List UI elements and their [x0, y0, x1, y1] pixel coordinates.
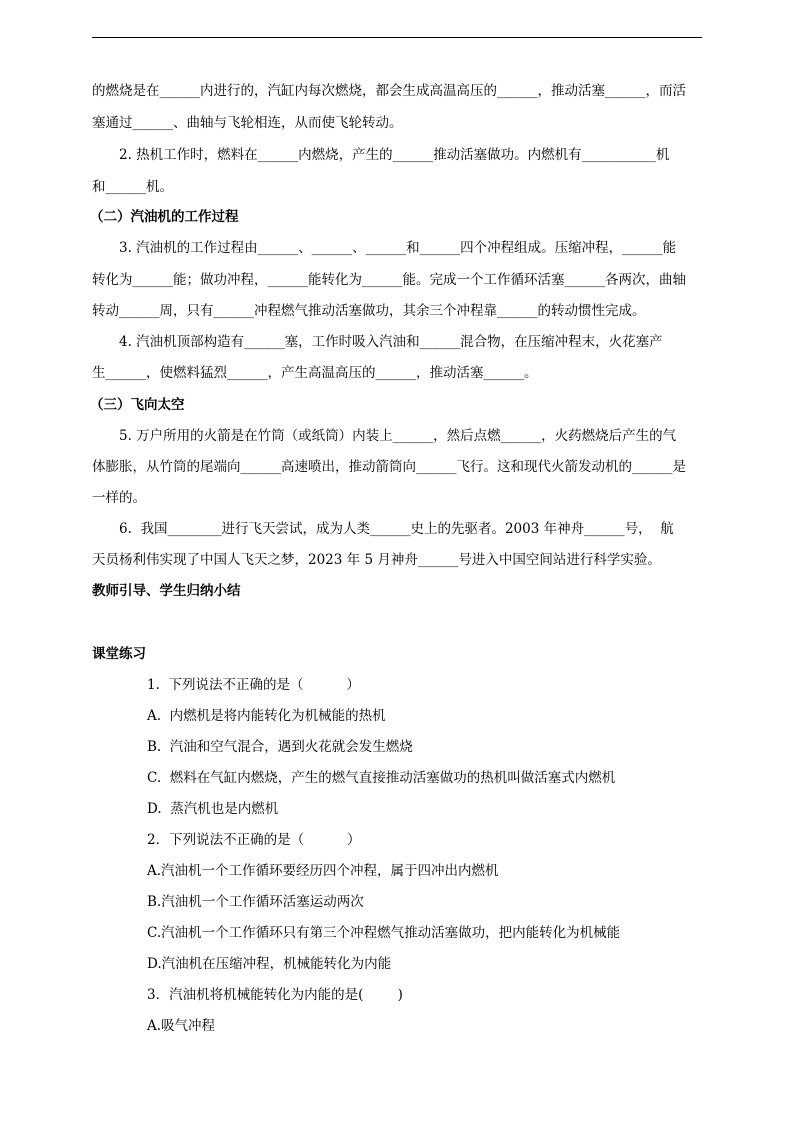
paragraph-line: 一样的。 — [92, 490, 146, 506]
question-6: 6. 我国________进行飞天尝试，成为人类______史上的先驱者。2003 年神舟______号， 航 — [119, 521, 674, 537]
option-c: C.汽油机一个工作循环只有第三个冲程燃气推动活塞做功，把内能转化为机械能 — [147, 925, 621, 941]
paragraph-line: 天员杨利伟实现了中国人飞天之梦，2023 年 5 月神舟______号进入中国空间站进行科学实验。 — [92, 552, 661, 568]
paragraph-line: 体膨胀，从竹筒的尾端向______高速喷出，推动箭筒向______飞行。这和现代火箭发动机的______是 — [92, 459, 686, 475]
practice-heading: 课堂练习 — [92, 646, 146, 662]
exercise-1: 1. 下列说法不正确的是（ ） — [147, 677, 360, 693]
option-a: A.吸气冲程 — [147, 1018, 216, 1034]
option-b: B.汽油机一个工作循环活塞运动两次 — [147, 894, 364, 910]
option-c: C. 燃料在气缸内燃烧，产生的燃气直接推动活塞做功的热机叫做活塞式内燃机 — [147, 770, 616, 786]
question-3: 3. 汽油机的工作过程由______、______、______和______四个冲程组成。压缩冲程，______能 — [119, 240, 677, 256]
exercise-3: 3．汽油机将机械能转化为内能的是( ) — [147, 987, 403, 1003]
section-heading-3: （三）飞向太空 — [90, 397, 185, 413]
option-d: D.汽油机在压缩冲程，机械能转化为内能 — [147, 956, 392, 972]
paragraph-line: 的燃烧是在______内进行的，汽缸内每次燃烧，都会生成高温高压的______，推动活塞______，而活 — [92, 83, 686, 99]
question-2: 2. 热机工作时，燃料在______内燃烧，产生的______推动活塞做功。内燃机有___________机 — [119, 147, 670, 163]
paragraph-line: 塞通过______、曲轴与飞轮相连，从而使飞轮转动。 — [92, 115, 403, 131]
option-a: A.汽油机一个工作循环要经历四个冲程，属于四冲出内燃机 — [147, 863, 499, 879]
question-4: 4. 汽油机顶部构造有______塞，工作时吸入汽油和______混合物，在压缩冲程末，火花塞产 — [119, 334, 663, 350]
summary-heading: 教师引导、学生归纳小结 — [92, 583, 241, 599]
header-rule — [92, 37, 702, 38]
paragraph-line: 生______，使燃料猛烈______，产生高温高压的______，推动活塞______。 — [92, 365, 538, 381]
option-b: B. 汽油和空气混合，遇到火花就会发生燃烧 — [147, 739, 413, 755]
paragraph-line: 转动______周，只有______冲程燃气推动活塞做功，其余三个冲程靠______的转动惯性完成。 — [92, 303, 646, 319]
section-heading-2: （二）汽油机的工作过程 — [90, 209, 239, 225]
paragraph-line: 和______机。 — [92, 179, 173, 195]
paragraph-line: 转化为______能；做功冲程，______能转化为______能。完成一个工作循环活塞______各两次，曲轴 — [92, 272, 686, 288]
exercise-2: 2．下列说法不正确的是（ ） — [147, 832, 361, 848]
question-5: 5. 万户所用的火箭是在竹筒（或纸筒）内装上______，然后点燃______，火药燃烧后产生的气 — [119, 428, 677, 444]
option-d: D. 蒸汽机也是内燃机 — [147, 801, 279, 817]
option-a: A. 内燃机是将内能转化为机械能的热机 — [147, 708, 386, 724]
